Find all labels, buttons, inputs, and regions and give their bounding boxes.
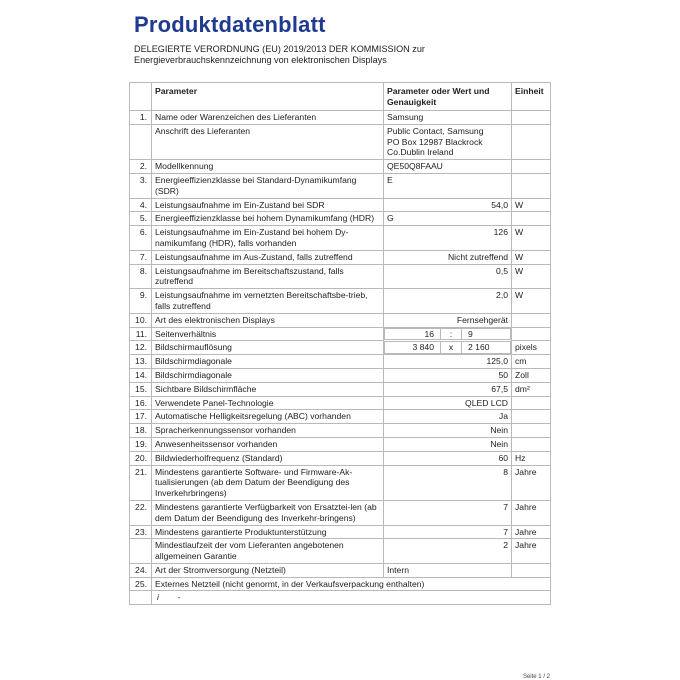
row-number: 13. [130,355,152,369]
row-value: G [384,212,512,226]
row-value: Nicht zutreffend [384,250,512,264]
row-number: 19. [130,437,152,451]
row-value: Intern [384,563,512,577]
table-row [130,577,551,591]
row-unit: cm [512,355,551,369]
row-parameter: Name oder Warenzeichen des Lieferanten [152,111,384,125]
table-row [130,313,551,327]
table-row [130,327,551,341]
table-row [130,264,551,289]
table-row [130,451,551,465]
row-unit [512,437,551,451]
subtitle-line-2: Energieverbrauchskennzeichnung von elektronischen Displays [134,55,387,65]
table-row [130,410,551,424]
row-number: 7. [130,250,152,264]
table-row [130,437,551,451]
row-unit: W [512,264,551,289]
row-unit: W [512,198,551,212]
row-parameter: Verwendete Panel-Technologie [152,396,384,410]
row-unit [512,160,551,174]
table-row [130,500,551,525]
row-value: 7 [384,525,512,539]
header-value: Parameter oder Wert und Genauigkeit [384,83,512,111]
row-unit: Zoll [512,368,551,382]
table-row [130,368,551,382]
row-parameter: Bildschirmdiagonale [152,368,384,382]
table-row [130,424,551,438]
header-number [130,83,152,111]
row-unit [512,410,551,424]
row-number: 16. [130,396,152,410]
row-parameter: Energieeffizienzklasse bei hohem Dynamikumfang (HDR) [152,212,384,226]
table-header-row [130,83,551,111]
row-number: 24. [130,563,152,577]
row-value: 125,0 [384,355,512,369]
row-value-pair [384,328,511,341]
row-number: 22. [130,500,152,525]
table-row [130,226,551,251]
row-parameter: Leistungsaufnahme im Ein-Zustand bei SDR [152,198,384,212]
row-value: Fernsehgerät [384,313,512,327]
row-number: 15. [130,382,152,396]
table-row [130,124,551,159]
row-number: 11. [130,327,152,341]
row-value: 2 [384,539,512,564]
row-value: 126 [384,226,512,251]
row-parameter: Spracherkennungssensor vorhanden [152,424,384,438]
row-unit [512,327,551,341]
table-row [130,250,551,264]
row-value: Ja [384,410,512,424]
row-parameter: Mindestens garantierte Verfügbarkeit von Ersatztei-len (ab dem Datum der Beendigung des Inverkehr-bringens) [152,500,384,525]
row-number: 6. [130,226,152,251]
row-value: 7 [384,500,512,525]
row-number: 4. [130,198,152,212]
row-number: 9. [130,289,152,314]
row-unit: dm² [512,382,551,396]
row-parameter: Bildschirmdiagonale [152,355,384,369]
row-number: 18. [130,424,152,438]
row-value: Nein [384,437,512,451]
row-number: 8. [130,264,152,289]
row-unit: W [512,289,551,314]
table-row [130,173,551,198]
table-row [130,355,551,369]
regulation-subtitle [134,44,550,66]
row-parameter: Mindestens garantierte Produktunterstützung [152,525,384,539]
table-row [130,539,551,564]
row-unit [512,212,551,226]
table-row [130,396,551,410]
row-number: 2. [130,160,152,174]
row-number: 20. [130,451,152,465]
row-value: Public Contact, Samsung PO Box 12987 Blackrock Co.Dublin Ireland [384,124,512,159]
row-number: 12. [130,341,152,355]
row-number: 3. [130,173,152,198]
sub-item-value: - [177,592,181,603]
table-row [130,591,551,605]
row-value: Nein [384,424,512,438]
row-parameter: Leistungsaufnahme im vernetzten Bereitschaftsbe-trieb, falls zutreffend [152,289,384,314]
row-sub-item [152,591,551,605]
value-part-a: 3 840 [385,342,441,353]
row-unit [512,424,551,438]
page-number: Seite 1 / 2 [522,674,550,680]
row-unit [512,313,551,327]
row-value-pair [384,341,511,354]
row-number: 23. [130,525,152,539]
table-row [130,212,551,226]
table-row [130,563,551,577]
row-value: QE50Q8FAAU [384,160,512,174]
row-number: 5. [130,212,152,226]
row-unit: W [512,226,551,251]
row-value: 0,5 [384,264,512,289]
product-data-table [129,82,551,605]
row-unit: Jahre [512,500,551,525]
row-number [130,539,152,564]
row-parameter: Automatische Helligkeitsregelung (ABC) vorhanden [152,410,384,424]
table-row [130,341,551,355]
row-unit [512,173,551,198]
header-parameter: Parameter [152,83,384,111]
row-number [130,591,152,605]
row-parameter: Leistungsaufnahme im Bereitschaftszustand, falls zutreffend [152,264,384,289]
row-parameter: Bildschirmauflösung [152,341,384,355]
sub-item-label: i [157,592,159,603]
row-number: 1. [130,111,152,125]
row-unit: Jahre [512,465,551,500]
row-number: 21. [130,465,152,500]
row-number: 10. [130,313,152,327]
row-value: 67,5 [384,382,512,396]
row-parameter: Mindestens garantierte Software- und Firmware-Ak-tualisierungen (ab dem Datum der Beendigung des Inverkehrbringens) [152,465,384,500]
row-value: E [384,173,512,198]
value-part-b: 2 160 [468,341,490,352]
subtitle-line-1: DELEGIERTE VERORDNUNG (EU) 2019/2013 DER KOMMISSION zur [134,44,425,54]
table-row [130,525,551,539]
row-value: Samsung [384,111,512,125]
row-parameter: Leistungsaufnahme im Aus-Zustand, falls zutreffend [152,250,384,264]
row-number: 25. [130,577,152,591]
row-value: 50 [384,368,512,382]
row-unit: pixels [512,341,551,355]
row-number [130,124,152,159]
row-parameter: Leistungsaufnahme im Ein-Zustand bei hohem Dy-namikumfang (HDR), falls vorhanden [152,226,384,251]
row-parameter: Anwesenheitssensor vorhanden [152,437,384,451]
row-parameter: Sichtbare Bildschirmfläche [152,382,384,396]
row-unit [512,396,551,410]
row-number: 17. [130,410,152,424]
header-unit: Einheit [512,83,551,111]
row-parameter: Externes Netzteil (nicht genormt, in der Verkaufsverpackung enthalten) [152,577,551,591]
row-parameter: Energieeffizienzklasse bei Standard-Dynamikumfang (SDR) [152,173,384,198]
table-row [130,111,551,125]
row-parameter: Anschrift des Lieferanten [152,124,384,159]
row-value: 8 [384,465,512,500]
row-value: 2,0 [384,289,512,314]
row-parameter: Modellkennung [152,160,384,174]
row-parameter: Seitenverhältnis [152,327,384,341]
table-row [130,465,551,500]
table-row [130,382,551,396]
row-value: QLED LCD [384,396,512,410]
value-separator: x [441,342,462,353]
row-parameter: Bildwiederholfrequenz (Standard) [152,451,384,465]
row-parameter: Art der Stromversorgung (Netzteil) [152,563,384,577]
product-data-sheet [126,10,552,680]
row-parameter: Mindestlaufzeit der vom Lieferanten angebotenen allgemeinen Garantie [152,539,384,564]
value-separator: : [441,329,462,340]
row-unit: W [512,250,551,264]
value-part-a: 16 [385,329,441,340]
row-value: 54,0 [384,198,512,212]
row-unit [512,563,551,577]
row-unit [512,124,551,159]
row-unit [512,111,551,125]
row-parameter: Art des elektronischen Displays [152,313,384,327]
table-row [130,198,551,212]
row-value: 60 [384,451,512,465]
value-part-b: 9 [468,328,473,339]
page-title: Produktdatenblatt [134,12,326,37]
row-unit: Jahre [512,525,551,539]
row-unit: Jahre [512,539,551,564]
row-number: 14. [130,368,152,382]
table-row [130,289,551,314]
row-unit: Hz [512,451,551,465]
table-row [130,160,551,174]
